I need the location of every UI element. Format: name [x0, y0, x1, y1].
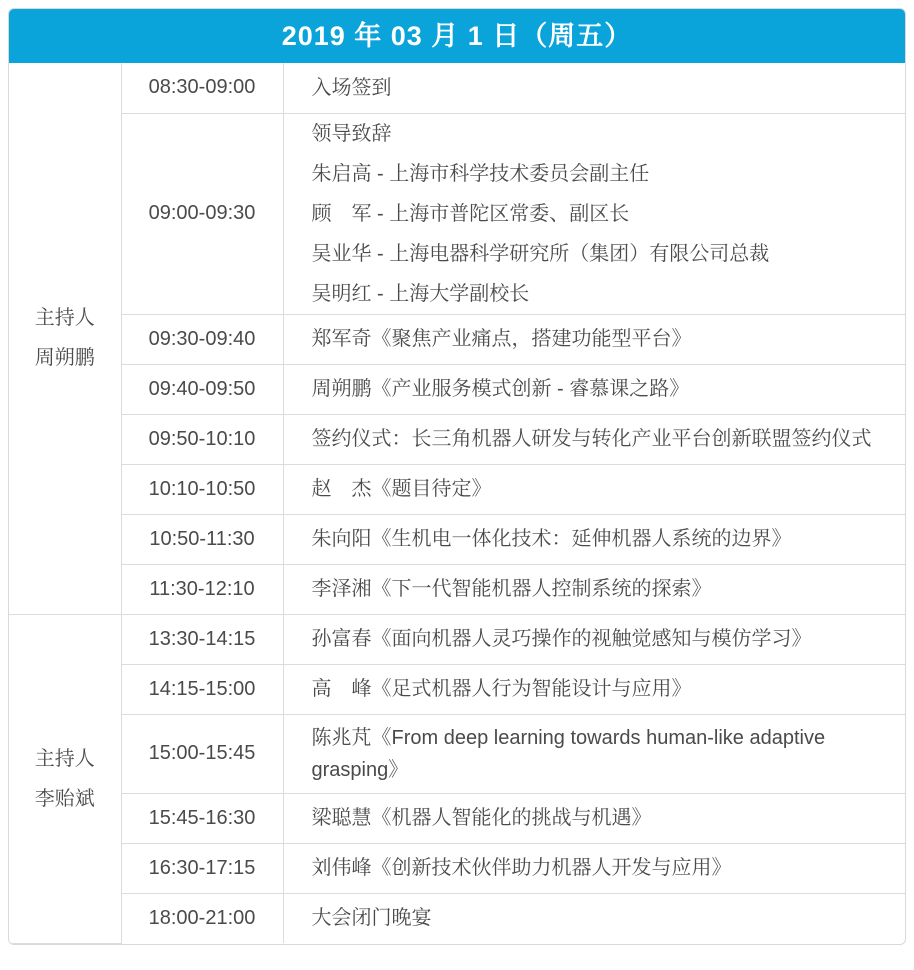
moderator-label: 主持人 [34, 747, 95, 770]
event-text: 朱启高 - 上海市科学技术委员会副主任 [311, 162, 650, 185]
event-text: 陈兆芃《From deep learning towards human-like adaptive grasping》 [311, 726, 826, 781]
schedule-row [9, 464, 905, 514]
time-slot: 09:40-09:50 [121, 364, 283, 414]
event-cell [283, 664, 905, 714]
time-slot: 09:30-09:40 [121, 314, 283, 364]
schedule-row [9, 414, 905, 464]
moderator-cell [9, 614, 121, 943]
event-cell [283, 414, 905, 464]
event-cell [283, 843, 905, 893]
schedule-body [9, 63, 905, 943]
schedule-row [9, 793, 905, 843]
event-text: 吴明红 - 上海大学副校长 [311, 282, 530, 305]
event-text: 周朔鹏《产业服务模式创新 - 睿慕课之路》 [311, 378, 690, 400]
event-text: 赵 杰《题目待定》 [311, 478, 492, 500]
event-cell [283, 714, 905, 793]
agenda-card [8, 8, 906, 945]
event-text: 领导致辞 [311, 122, 392, 145]
event-cell [283, 893, 905, 943]
time-slot: 10:10-10:50 [121, 464, 283, 514]
schedule-table [9, 63, 905, 944]
schedule-row [9, 893, 905, 943]
time-slot: 14:15-15:00 [121, 664, 283, 714]
moderator-name: 李贻斌 [34, 787, 95, 810]
schedule-row [9, 614, 905, 664]
schedule-row [9, 514, 905, 564]
event-cell [283, 564, 905, 614]
event-text: 顾 军 - 上海市普陀区常委、副区长 [311, 202, 630, 225]
time-slot: 09:50-10:10 [121, 414, 283, 464]
time-slot: 18:00-21:00 [121, 893, 283, 943]
schedule-row [9, 314, 905, 364]
schedule-row [9, 364, 905, 414]
event-text: 吴业华 - 上海电器科学研究所（集团）有限公司总裁 [311, 242, 770, 265]
schedule-row [9, 63, 905, 113]
event-cell [283, 793, 905, 843]
event-text: 郑军奇《聚焦产业痛点，搭建功能型平台》 [311, 328, 692, 350]
event-cell [283, 63, 905, 113]
event-cell [283, 113, 905, 314]
event-text: 入场签到 [311, 76, 392, 99]
time-slot: 15:45-16:30 [121, 793, 283, 843]
schedule-row [9, 564, 905, 614]
moderator-cell [9, 63, 121, 614]
time-slot: 16:30-17:15 [121, 843, 283, 893]
time-slot: 09:00-09:30 [121, 113, 283, 314]
time-slot: 08:30-09:00 [121, 63, 283, 113]
moderator-name: 周朔鹏 [34, 347, 95, 370]
event-text: 签约仪式：长三角机器人研发与转化产业平台创新联盟签约仪式 [311, 428, 872, 450]
schedule-row [9, 113, 905, 314]
event-text: 朱向阳《生机电一体化技术：延伸机器人系统的边界》 [311, 528, 792, 550]
event-text: 孙富春《面向机器人灵巧操作的视触觉感知与模仿学习》 [311, 628, 812, 650]
schedule-row [9, 843, 905, 893]
time-slot: 15:00-15:45 [121, 714, 283, 793]
schedule-row [9, 714, 905, 793]
event-text: 刘伟峰《创新技术伙伴助力机器人开发与应用》 [311, 857, 732, 879]
time-slot: 10:50-11:30 [121, 514, 283, 564]
event-cell [283, 464, 905, 514]
time-slot: 13:30-14:15 [121, 614, 283, 664]
event-text: 高 峰《足式机器人行为智能设计与应用》 [311, 678, 692, 700]
event-cell [283, 614, 905, 664]
conference-date-header: 2019 年 03 月 1 日（周五） [9, 9, 905, 63]
moderator-label: 主持人 [34, 307, 95, 330]
schedule-row [9, 664, 905, 714]
event-cell [283, 364, 905, 414]
time-slot: 11:30-12:10 [121, 564, 283, 614]
event-text: 大会闭门晚宴 [311, 907, 432, 930]
event-text: 梁聪慧《机器人智能化的挑战与机遇》 [311, 807, 652, 829]
event-text: 李泽湘《下一代智能机器人控制系统的探索》 [311, 578, 712, 600]
event-cell [283, 314, 905, 364]
event-cell [283, 514, 905, 564]
